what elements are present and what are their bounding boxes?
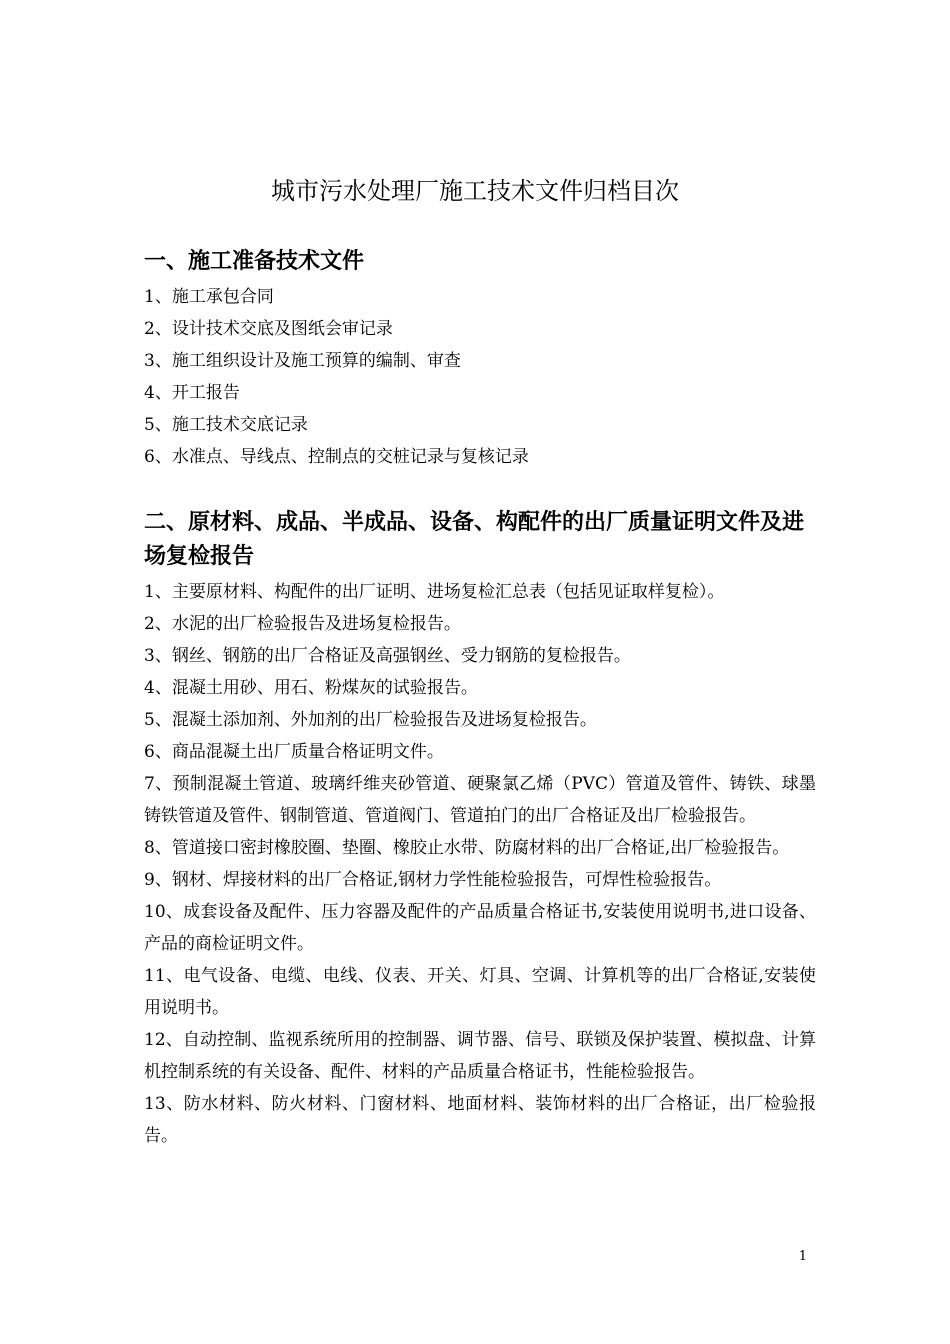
list-item: 5、混凝土添加剂、外加剂的出厂检验报告及进场复检报告。 — [144, 710, 597, 730]
list-item: 4、开工报告 — [144, 383, 240, 403]
list-item: 6、商品混凝土出厂质量合格证明文件。 — [144, 742, 444, 762]
list-item: 1、主要原材料、构配件的出厂证明、进场复检汇总表（包括见证取样复检）。 — [144, 582, 725, 602]
section-heading: 一、施工准备技术文件 — [144, 249, 365, 274]
document-title: 城市污水处理厂施工技术文件归档目次 — [271, 177, 679, 205]
list-item: 3、钢丝、钢筋的出厂合格证及高强钢丝、受力钢筋的复检报告。 — [144, 646, 631, 666]
list-item: 2、设计技术交底及图纸会审记录 — [144, 319, 393, 339]
section-item-list — [144, 576, 816, 1152]
list-item: 3、施工组织设计及施工预算的编制、审查 — [144, 351, 461, 371]
section-heading: 二、原材料、成品、半成品、设备、构配件的出厂质量证明文件及进场复检报告 — [144, 510, 805, 569]
list-item: 1、施工承包合同 — [144, 287, 274, 307]
list-item: 12、自动控制、监视系统所用的控制器、调节器、信号、联锁及保护装置、模拟盘、计算机控制系统的有关设备、配件、材料的产品质量合格证书，性能检验报告。 — [144, 1030, 816, 1082]
page-number: 1 — [798, 1249, 807, 1264]
list-item: 10、成套设备及配件、压力容器及配件的产品质量合格证书,安装使用说明书,进口设备、产品的商检证明文件。 — [144, 902, 816, 954]
list-item: 7、预制混凝土管道、玻璃纤维夹砂管道、硬聚氯乙烯（PVC）管道及管件、铸铁、球墨铸铁管道及管件、钢制管道、管道阀门、管道拍门的出厂合格证及出厂检验报告。 — [144, 774, 816, 826]
list-item: 2、水泥的出厂检验报告及进场复检报告。 — [144, 614, 461, 634]
list-item: 11、电气设备、电缆、电线、仪表、开关、灯具、空调、计算机等的出厂合格证,安装使用说明书。 — [144, 966, 816, 1018]
list-item: 13、防水材料、防火材料、门窗材料、地面材料、装饰材料的出厂合格证，出厂检验报告。 — [144, 1094, 816, 1146]
section-materials — [144, 506, 816, 1152]
list-item: 8、管道接口密封橡胶圈、垫圈、橡胶止水带、防腐材料的出厂合格证,出厂检验报告。 — [144, 838, 790, 858]
section-preparation — [144, 245, 816, 473]
list-item: 9、钢材、焊接材料的出厂合格证,钢材力学性能检验报告，可焊性检验报告。 — [144, 870, 722, 890]
list-item: 5、施工技术交底记录 — [144, 415, 308, 435]
list-item: 4、混凝土用砂、用石、粉煤灰的试验报告。 — [144, 678, 478, 698]
list-item: 6、水准点、导线点、控制点的交桩记录与复核记录 — [144, 447, 529, 467]
section-item-list — [144, 281, 816, 473]
